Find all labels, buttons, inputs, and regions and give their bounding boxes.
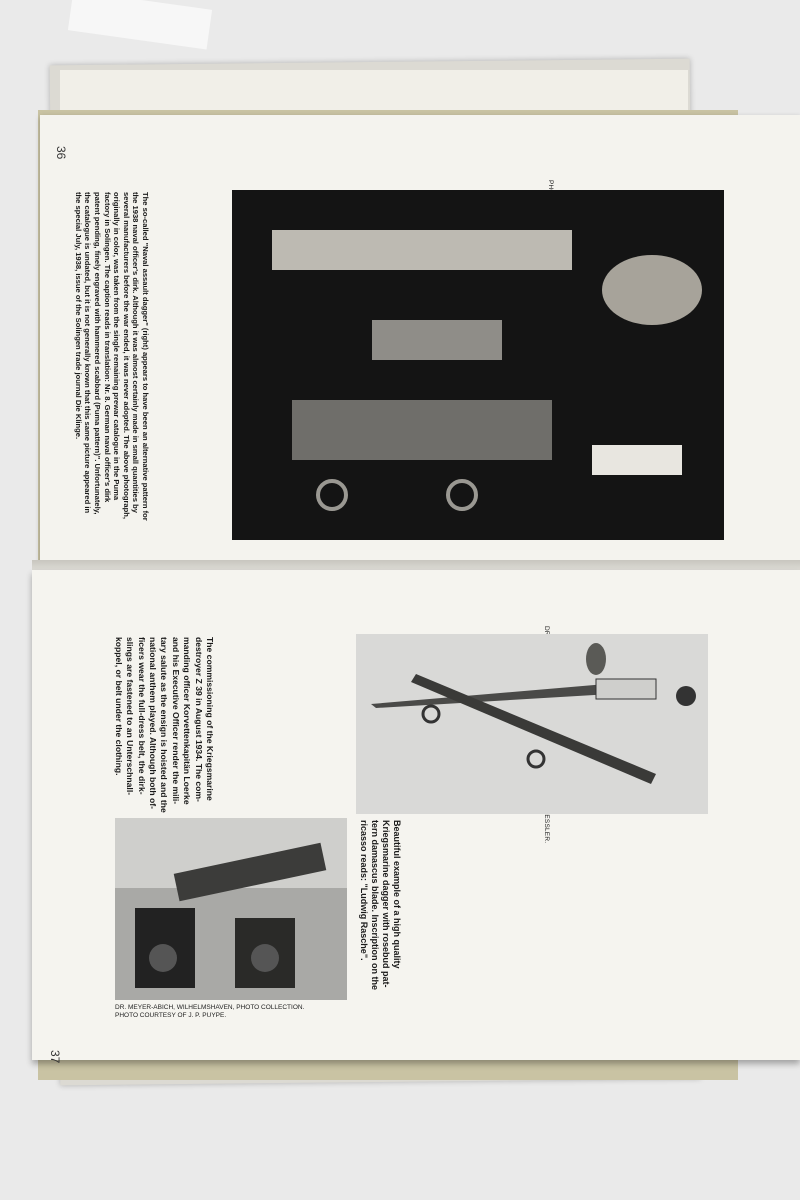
caption-line: the special July, 1938, issue of the Solingen trade journal Die Klinge. xyxy=(73,192,83,440)
caption-naval-assault-dagger xyxy=(73,192,479,521)
caption-line: originally in color, was taken from the single remaining prewar catalogue in the Puma xyxy=(112,192,122,501)
credit-line: DR. MEYER-ABICH, WILHELMSHAVEN, PHOTO COLLECTION. xyxy=(115,1004,305,1011)
photo-destroyer-ceremony xyxy=(115,818,347,1000)
body-line: tary salute as the ensign is hoisted and the xyxy=(159,637,170,813)
body-line: manding officer Korvettenkapitän Loerke xyxy=(182,637,193,805)
page-number-37: 37 xyxy=(48,1050,62,1064)
photo-kriegsmarine-dagger xyxy=(356,634,708,814)
caption-line: patent pending, finely engraved with hammered scabbard (Puma pattern)". Unfortunately, xyxy=(93,192,103,515)
caption-rasche-dagger xyxy=(359,820,572,991)
body-line: slings are fastened to an Unterschnall- xyxy=(125,637,136,796)
caption-line: ricasso reads: "Ludwig Rasche". xyxy=(359,820,369,961)
body-line: destroyer Z 39 in August 1934. The com- xyxy=(193,637,204,802)
body-line: and his Executive Officer render the mili- xyxy=(170,637,181,805)
caption-line: tern damascus blade. Inscription on the xyxy=(370,820,380,991)
body-line: ficers wear the full-dress belt, the dirk- xyxy=(136,637,147,795)
body-line: koppel, or belt under the clothing. xyxy=(113,637,124,776)
caption-line: the 1938 naval officer's dirk. Although it was almost certainly made in small quantities by xyxy=(131,192,141,513)
caption-line: the catalogue is undated, but it is not generally known that this same picture appeared in xyxy=(83,192,93,514)
photo-credit-puma xyxy=(554,180,800,187)
body-line: national anthem played. Although both of- xyxy=(147,637,158,810)
ceremony-illustration xyxy=(115,818,347,1000)
caption-line: The so-called "Naval assault dagger" (right) appears to have been an alternative pattern for xyxy=(141,192,150,521)
body-text-commissioning xyxy=(113,637,391,813)
credit-line: PHOTO COURTESY OF J. P. PUYPE. xyxy=(115,1012,227,1019)
caption-line: Kriegsmarine dagger with rosebud pat- xyxy=(381,820,391,988)
caption-line: several manufacturers before the war ended, it was never adopted. The above photograph, xyxy=(121,192,131,520)
caption-line: factory in Solingen. The caption reads in translation: Nr. 8. German naval officer's dirk xyxy=(102,192,112,503)
body-line: The commissioning of the Kriegsmarine xyxy=(205,637,215,801)
page-number-36: 36 xyxy=(54,146,68,160)
photo-credit-milestone xyxy=(550,626,767,633)
dagger-illustration xyxy=(356,634,708,814)
photo-credit-meyer-abich xyxy=(115,1004,304,1020)
caption-line: Beautiful example of a high quality xyxy=(392,820,402,969)
